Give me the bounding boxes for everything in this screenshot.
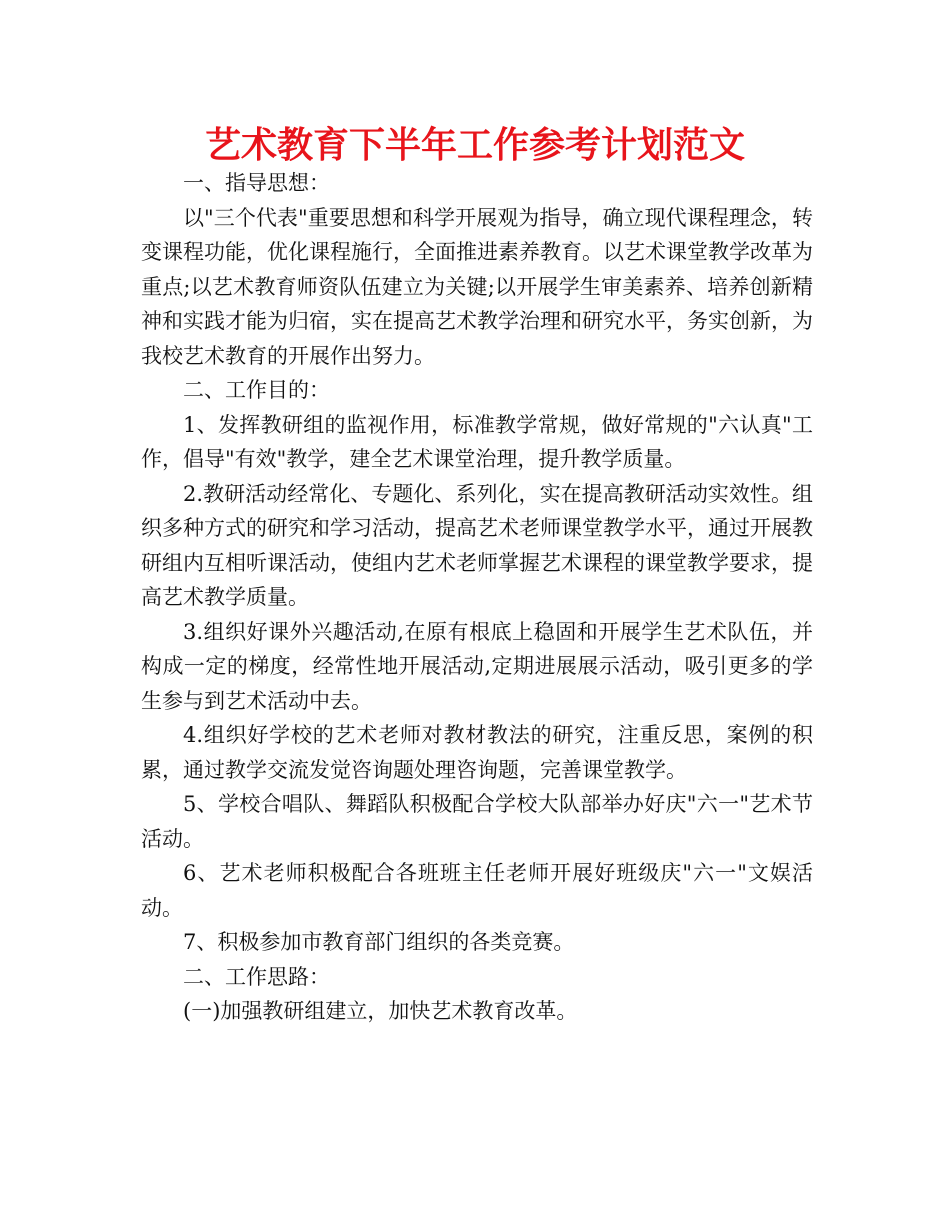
paragraph-goal-3: 3.组织好课外兴趣活动,在原有根底上稳固和开展学生艺术队伍，并构成一定的梯度，经常性地开展活动,定期进展展示活动，吸引更多的学生参与到艺术活动中去。 (141, 619, 813, 713)
paragraph-approach-1: (一)加强教研组建立，加快艺术教育改革。 (183, 999, 578, 1023)
section-heading-work-goals: 二、工作目的： (183, 378, 330, 402)
paragraph-goal-5: 5、学校合唱队、舞蹈队积极配合学校大队部举办好庆"六一"艺术节活动。 (141, 792, 813, 851)
document-body (141, 166, 813, 1029)
paragraph-goal-4: 4.组织好学校的艺术老师对教材教法的研究，注重反思，案例的积累，通过教学交流发觉咨询题处理咨询题，完善课堂教学。 (141, 723, 813, 782)
paragraph-goal-2: 2.教研活动经常化、专题化、系列化，实在提高教研活动实效性。组织多种方式的研究和学习活动，提高艺术老师课堂教学水平，通过开展教研组内互相听课活动，使组内艺术老师掌握艺术课程的课堂教学要求，提高艺术教学质量。 (141, 481, 813, 609)
paragraph-guiding-ideology: 以"三个代表"重要思想和科学开展观为指导，确立现代课程理念，转变课程功能，优化课程施行，全面推进素养教育。以艺术课堂教学改革为重点;以艺术教育师资队伍建立为关键;以开展学生审美素养、培养创新精神和实践才能为归宿，实在提高艺术教学治理和研究水平，务实创新，为我校艺术教育的开展作出努力。 (141, 205, 813, 368)
section-heading-work-approach: 二、工作思路： (183, 964, 330, 989)
paragraph-goal-7: 7、积极参加市教育部门组织的各类竞赛。 (183, 930, 575, 954)
paragraph-goal-1: 1、发挥教研组的监视作用，标准教学常规，做好常规的"六认真"工作，倡导"有效"教学，建全艺术课堂治理，提升教学质量。 (141, 412, 813, 471)
section-heading-guiding-ideology: 一、指导思想： (183, 171, 330, 195)
paragraph-goal-6: 6、艺术老师积极配合各班班主任老师开展好班级庆"六一"文娱活动。 (141, 861, 813, 920)
document-title: 艺术教育下半年工作参考计划范文 (204, 125, 745, 166)
